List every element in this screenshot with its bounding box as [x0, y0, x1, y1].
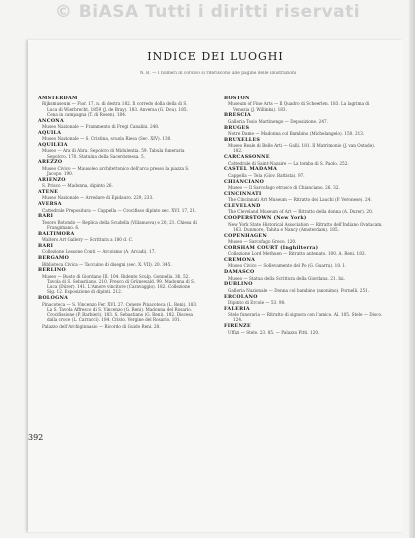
- index-entry: [224, 126, 384, 137]
- page-subtitle: N. B. — I numeri in corsivo si riferiscono alle pagine delle illustrazioni: [139, 71, 297, 76]
- index-reference: S. Prisco — Madonna, dipinto 26.: [42, 183, 113, 189]
- index-place-heading: AMSTERDAM: [38, 96, 78, 101]
- index-place-heading: ARIENZO: [38, 176, 66, 183]
- index-reference: Museo Nazionale — Arredare di Epidauro. 229, 233.: [42, 195, 154, 201]
- index-entry: [38, 202, 198, 213]
- index-reference: Museum of Fine Arts — Il Quadro di Scheerlen. 183. La lagrima di Venezia (J. Willinks). 183.: [228, 101, 370, 112]
- index-entry: [38, 160, 198, 176]
- index-reference: The Cincinnati Art Museum — Ritratto dei Lauchi (P. Veronese). 24.: [228, 197, 372, 203]
- index-entry: [224, 324, 384, 335]
- index-entry: [224, 307, 384, 323]
- index-place-heading: AVERSA: [38, 201, 62, 208]
- index-place-heading: FALERIA: [224, 305, 250, 312]
- index-column-right: [224, 96, 384, 486]
- index-reference: New York State Historical Association — Ritratto dell'Indiano Ovatacam. 163. Dunmore, Tahita e Nancy (Amsterdam). 185.: [228, 221, 383, 232]
- book-page: [28, 40, 403, 532]
- page-title: INDICE DEI LUOGHI: [147, 50, 284, 63]
- index-reference: Palazzo dell'Archiginnasio — Ricordo di Guido Reni. 28.: [42, 324, 161, 330]
- index-place-heading: CREMONA: [224, 257, 256, 264]
- index-place-heading: BERLINO: [38, 267, 66, 274]
- index-entry: [224, 216, 384, 232]
- index-reference: Museo — Ara di Abra. Sepolcro di Midulentia. 59. Tabula funeraria Sepolcro. 170. Statuina della Sacerdotessa. 5.: [42, 148, 185, 159]
- index-place-heading: BOSTON: [224, 96, 250, 101]
- index-entry: [38, 268, 198, 294]
- index-place-heading: CARCASSONNE: [224, 154, 270, 161]
- index-entry: [224, 282, 384, 293]
- index-reference: Collezione Lord Methuen — Ritratto antenato. 100. A. Reni. 183.: [228, 251, 366, 257]
- index-reference: Museo Civico — Sollevamento del Po (G. Guarra). 10. I.: [228, 263, 346, 269]
- index-reference: Cattedrale di Saint-Nazaire — La tomba di S. Paolo. 252.: [228, 160, 349, 166]
- index-reference: Museo — Busto di Giordano III. 104. Ridente Sculp. Gonnella. 36, 52. Tavola di S. Sebastiano. 210. Fresco di Grünewald. 99. Madonna di S. Luca (Dürer). 141. L'Amore vincitore (Caravaggio). 182. Collezione Sig. 12. Esposizione di dipinti. 212.: [42, 273, 196, 295]
- index-reference: Museo — Statua della Scrittura della Giordana. 21. Ixi.: [228, 275, 345, 281]
- index-reference: Stele funeraria — Ritratto di signora con l'amico. Al. 105. Stele — Disco. 124.: [228, 312, 383, 323]
- index-entry: [38, 131, 198, 142]
- index-entry: [38, 232, 198, 243]
- index-reference: Collezione Lessone Conti — Arcoismo (A. Arcadi). 17.: [42, 249, 156, 255]
- index-reference: Museo — Il Sarcofago etrusco di Chianciano. 26. 32.: [228, 185, 340, 191]
- index-place-heading: BOLOGNA: [38, 295, 69, 302]
- index-reference: Galleria Nazionale — Donna col bambino (anonimo). Pornelli. 251.: [228, 287, 370, 293]
- index-place-heading: DUBLINO: [224, 281, 253, 288]
- index-place-heading: BARI: [38, 213, 54, 220]
- index-entry: [224, 96, 384, 112]
- index-entry: [38, 190, 198, 201]
- index-place-heading: BRESCIA: [224, 112, 252, 119]
- index-entry: [224, 234, 384, 245]
- index-entry: [224, 113, 384, 124]
- index-reference: Uffizi — Stele. 23. 85. — Palazzo Pitti. 120.: [228, 329, 320, 335]
- index-reference: Museo Civico — Mausoleo architettonico dell'arca presso la piazza S. Jacopo. 190.: [42, 165, 190, 177]
- index-entry: [224, 155, 384, 166]
- index-entry: [224, 258, 384, 269]
- index-reference: Museo Reale di Belle Arti — Galli. 181. Il Matrimonio (J. van Ostade). 182.: [228, 143, 376, 154]
- index-reference: Rijksmuseum — Fior. 17, n. di destra 182. Il corredo dolla della di S. Luca di Wierbrecht. 1859 (J. de Bray). 183. Anversa (G. Dou). 185. Cena in campagna (T. di Rosen). 184.: [42, 101, 188, 117]
- index-entry: [38, 178, 198, 189]
- index-place-heading: CINCINNATI: [224, 190, 262, 197]
- index-reference: Notre Dame — Madonna col Bambino (Michelangelo). 150. 213.: [228, 131, 365, 137]
- index-entry: [38, 143, 198, 159]
- index-entry: [38, 324, 198, 329]
- index-entry: [224, 246, 384, 257]
- index-entry: [38, 296, 198, 322]
- page-number: 392: [28, 433, 44, 442]
- index-place-heading: FIRENZE: [224, 323, 251, 330]
- index-column-left: [38, 96, 198, 486]
- index-place-heading: BALTIMORA: [38, 230, 75, 237]
- watermark-text: © BiASA Tutti i diritti riservati: [54, 2, 361, 22]
- index-place-heading: ERCOLANO: [224, 293, 258, 300]
- index-place-heading: BRUXELLES: [224, 136, 261, 143]
- index-entry: [224, 192, 384, 203]
- index-place-heading: BERGAMO: [38, 255, 70, 262]
- index-reference: Cattedrale Prepositura — Cappella — Crocifisso dipinto sec. XVI. 17, 21.: [42, 207, 197, 213]
- index-reference: Tesoro Rotondo — Replica della Scudella (Villanuova) e 20, 21. Chiesa di Frangimano. 6.: [42, 219, 197, 231]
- index-reference: Dipinto di Ercole — 53. 98.: [228, 300, 286, 306]
- index-place-heading: ATENE: [38, 189, 59, 196]
- index-reference: Pinacoteca — S. Vincenzo Fer. XVI. 27. Cenere Pinacoteca (L. Reni). 183. La S. Tavola Affresco di S. Vincenzo (G. Reni). Madonna del Rosario. Crocifissione (P. Barbieri). 183. S. Sebastiano (G. Reni). 182. Discesa dalla croce (L. Carracci). 184. Cristo. Vergine del Rosario. 101.: [42, 301, 198, 323]
- index-entry: [224, 270, 384, 281]
- index-place-heading: COPENHAGEN: [224, 232, 268, 239]
- index-place-heading: COOPERSTOWN (New York): [224, 215, 307, 222]
- index-entry: [224, 295, 384, 306]
- index-place-heading: ANCONA: [38, 117, 65, 124]
- index-entry: [224, 204, 384, 215]
- index-place-heading: AQUILEIA: [38, 142, 68, 149]
- index-reference: Galleria Tosio Martinengo — Deposizione. 247.: [228, 118, 328, 124]
- index-reference: Museo Nazionale — S. Cristina, scuola Riesa (Sec. XIV). 130.: [42, 136, 172, 142]
- index-reference: Museo Nazionale — Frammento di Fregi Canalini. 248.: [42, 124, 160, 130]
- index-entry: [38, 119, 198, 130]
- index-reference: Cappella — Tela (Giov. Battista). 97.: [228, 172, 305, 178]
- index-entry: [38, 256, 198, 267]
- index-reference: Biblioteca Civica — Taccuino di disegni (sec. X. VII). 20. 345.: [42, 261, 172, 267]
- index-place-heading: CORSHAM COURT (Inghilterra): [224, 244, 319, 251]
- index-place-heading: CHIANCIANO: [224, 178, 265, 185]
- index-place-heading: CLEVELAND: [224, 203, 261, 210]
- index-entry: [224, 180, 384, 191]
- index-place-heading: BRUGES: [224, 124, 250, 131]
- index-reference: Museo — Sarcofago Greco. 120.: [228, 239, 297, 245]
- index-place-heading: DAMASCO: [224, 269, 255, 276]
- index-entry: [38, 244, 198, 255]
- index-entry: [224, 167, 384, 178]
- index-entry: [38, 96, 198, 117]
- index-reference: The Cleveland Museum of Art — Ritratto della donna (A. Durer). 20.: [228, 209, 374, 215]
- index-place-heading: AQUILA: [38, 129, 62, 136]
- page-edge-shadow: [409, 0, 415, 538]
- index-place-heading: BARI: [38, 243, 54, 250]
- index-entry: [38, 214, 198, 230]
- index-reference: Walters Art Gallery — Scrittura a 180 d. C.: [42, 237, 134, 243]
- index-place-heading: CASTEL MADAMA: [224, 166, 278, 173]
- index-place-heading: AREZZO: [38, 159, 63, 166]
- index-entry: [224, 138, 384, 154]
